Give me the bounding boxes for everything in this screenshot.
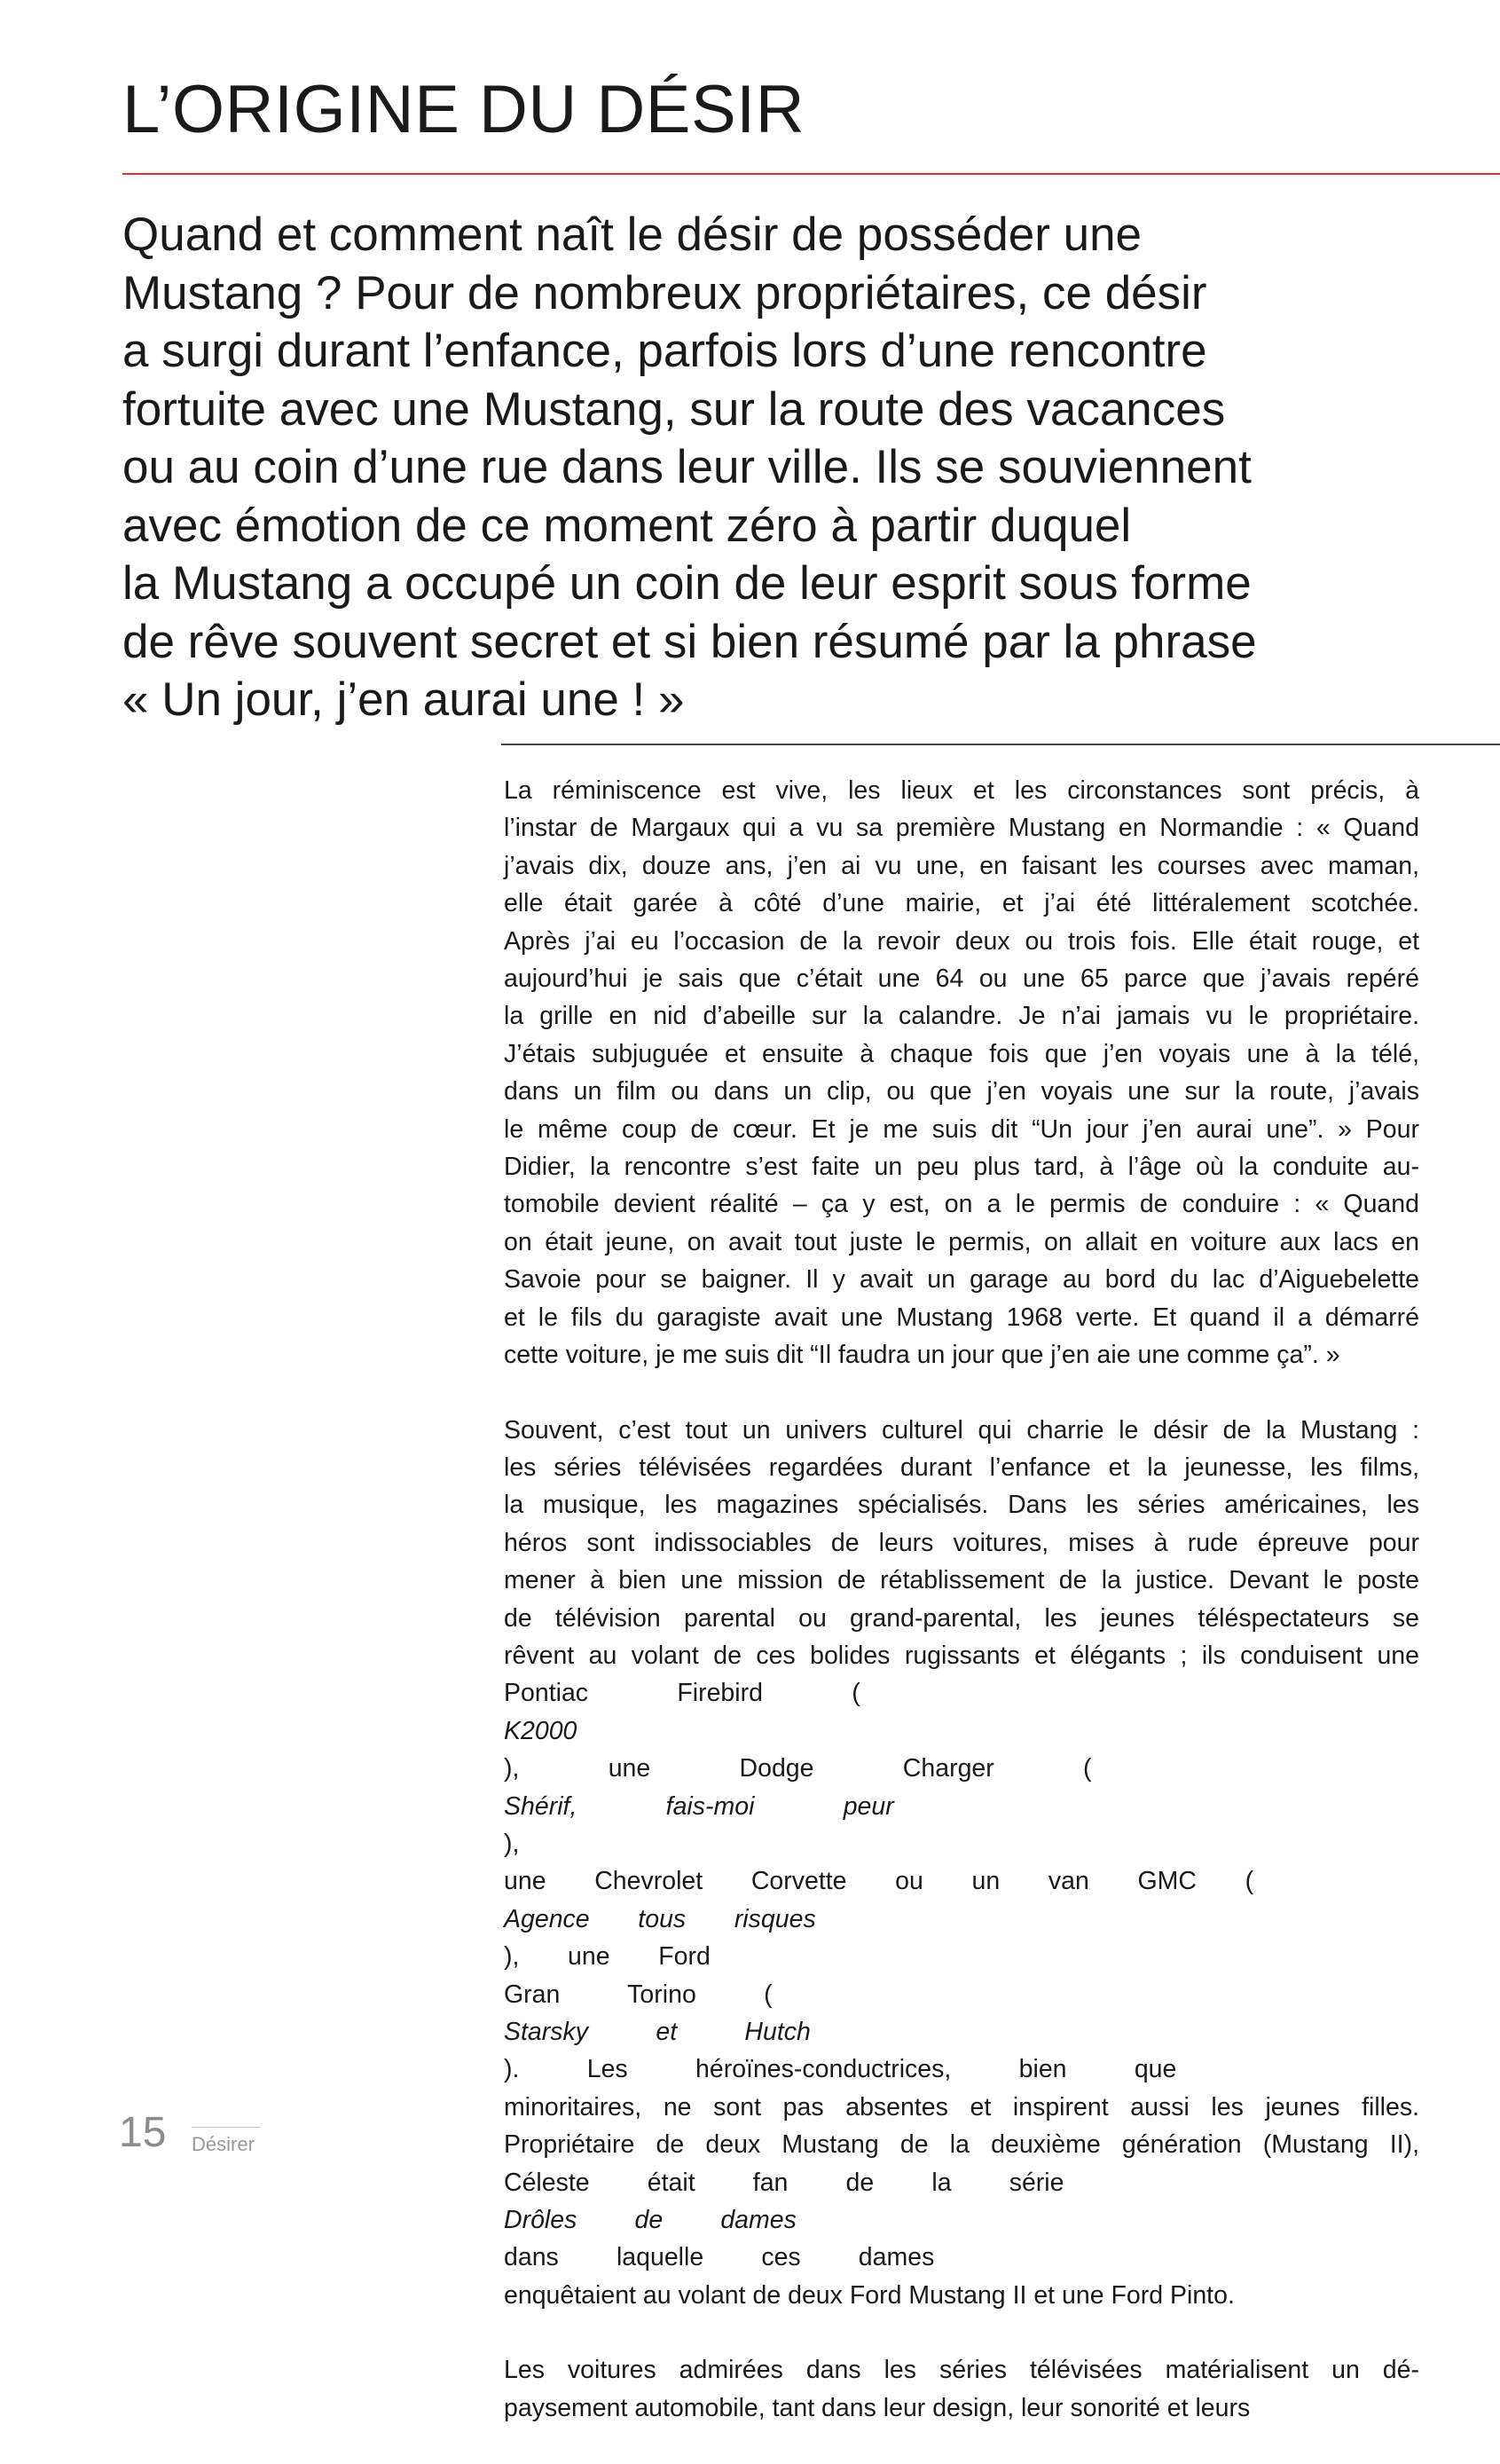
body-line: l’instar de Margaux qui a vu sa première Mustang en Normandie : « Quand xyxy=(504,814,1419,843)
lead-line: fortuite avec une Mustang, sur la route des vacances xyxy=(122,382,1226,436)
body-line: j’avais dix, douze ans, j’en ai vu une, en faisant les courses avec maman, xyxy=(504,851,1419,880)
body-paragraph-1 xyxy=(504,772,1419,1374)
body-line xyxy=(504,2164,1419,2277)
page-number: 15 xyxy=(119,2109,167,2156)
body-line: J’étais subjuguée et ensuite à chaque fois que j’en voyais une à la télé, xyxy=(504,1039,1419,1068)
page-title: L’ORIGINE DU DÉSIR xyxy=(122,72,805,147)
lead-paragraph xyxy=(122,206,1426,729)
body-line: le même coup de cœur. Et je me suis dit “Un jour j’en aurai une”. » Pour xyxy=(504,1114,1419,1144)
body-line: elle était garée à côté d’une mairie, et j’ai été littéralement scotchée. xyxy=(504,889,1419,918)
lead-line: Quand et comment naît le désir de posséder une xyxy=(122,209,1143,261)
body-line: Après j’ai eu l’occasion de la revoir deux ou trois fois. Elle était rouge, et xyxy=(504,926,1419,956)
body-line: La réminiscence est vive, les lieux et les circonstances sont précis, à xyxy=(504,776,1419,805)
lead-line: la Mustang a occupé un coin de leur esprit sous forme xyxy=(122,557,1252,610)
body-line xyxy=(504,1862,1419,1975)
body-line: paysement automobile, tant dans leur design, leur sonorité et leurs xyxy=(504,2393,1251,2422)
text-run: Céleste était fan de la série xyxy=(504,2168,1064,2197)
body-line: tomobile devient réalité – ça y est, on a le permis de conduire : « Quand xyxy=(504,1190,1419,1219)
lead-line: avec émotion de ce moment zéro à partir duquel xyxy=(122,499,1132,552)
body-line: de télévision parental ou grand-parental, les jeunes téléspectateurs se xyxy=(504,1603,1419,1633)
body-line: Les voitures admirées dans les séries télévisées matérialisent un dé- xyxy=(504,2356,1419,2385)
lead-line: « Un jour, j’en aurai une ! » xyxy=(122,673,685,726)
series-title: Agence tous risques xyxy=(504,1904,816,1933)
series-title: K2000 xyxy=(504,1716,577,1745)
body-paragraph-3 xyxy=(504,2351,1419,2427)
body-line: dans un film ou dans un clip, ou que j’en voyais une sur la route, j’avais xyxy=(504,1077,1419,1106)
body-line: héros sont indissociables de leurs voitures, mises à rude épreuve pour xyxy=(504,1528,1419,1557)
body-line: enquêtaient au volant de deux Ford Mustang II et une Ford Pinto. xyxy=(504,2280,1235,2310)
body-line: et le fils du garagiste avait une Mustang 1968 verte. Et quand il a démarré xyxy=(504,1303,1419,1332)
text-run: ), xyxy=(504,1829,520,1858)
body-line xyxy=(504,1674,1419,1862)
lead-line: Mustang ? Pour de nombreux propriétaires, ce désir xyxy=(122,266,1207,319)
body-paragraph-2 xyxy=(504,1412,1419,2315)
body-line: Savoie pour se baigner. Il y avait un garage au bord du lac d’Aiguebelette xyxy=(504,1265,1419,1295)
text-run: une Chevrolet Corvette ou un van GMC ( xyxy=(504,1867,1254,1896)
body-line: minoritaires, ne sont pas absentes et inspirent aussi les jeunes filles. xyxy=(504,2092,1419,2122)
text-run: Pontiac Firebird ( xyxy=(504,1679,860,1708)
body-line: la musique, les magazines spécialisés. Dans les séries américaines, les xyxy=(504,1491,1419,1520)
footer-divider xyxy=(192,2127,261,2128)
lead-line: ou au coin d’une rue dans leur ville. Ils se souviennent xyxy=(122,441,1252,493)
text-run: ), une Ford xyxy=(504,1942,711,1972)
text-run: Gran Torino ( xyxy=(504,1980,773,2009)
series-title: Shérif, fais-moi peur xyxy=(504,1791,894,1821)
text-run: ). Les héroïnes-conductrices, bien que xyxy=(504,2055,1177,2084)
lead-line: de rêve souvent secret et si bien résumé par la phrase xyxy=(122,615,1257,668)
body-line: Didier, la rencontre s’est faite un peu plus tard, à l’âge où la conduite au- xyxy=(504,1153,1419,1182)
body-line: la grille en nid d’abeille sur la calandre. Je n’ai jamais vu le propriétaire. xyxy=(504,1002,1419,1031)
series-title: Drôles de dames xyxy=(504,2206,797,2235)
body-column xyxy=(504,772,1419,2464)
text-run: dans laquelle ces dames xyxy=(504,2243,935,2272)
body-line: Souvent, c’est tout un univers culturel qui charrie le désir de la Mustang : xyxy=(504,1415,1419,1445)
text-run: ), une Dodge Charger ( xyxy=(504,1754,1092,1783)
series-title: Starsky et Hutch xyxy=(504,2018,811,2046)
body-line: Propriétaire de deux Mustang de la deuxième génération (Mustang II), xyxy=(504,2130,1419,2160)
body-line xyxy=(504,1976,1419,2089)
body-line: on était jeune, on avait tout juste le permis, on allait en voiture aux lacs en xyxy=(504,1227,1419,1256)
body-line: mener à bien une mission de rétablissement de la justice. Devant le poste xyxy=(504,1566,1419,1595)
title-divider xyxy=(122,173,1500,175)
lead-divider xyxy=(501,744,1500,745)
section-label: Désirer xyxy=(192,2133,255,2155)
body-line: les séries télévisées regardées durant l’enfance et la jeunesse, les films, xyxy=(504,1452,1419,1482)
body-line: aujourd’hui je sais que c’était une 64 ou une 65 parce que j’avais repéré xyxy=(504,964,1419,994)
lead-line: a surgi durant l’enfance, parfois lors d’une rencontre xyxy=(122,325,1207,377)
body-line: rêvent au volant de ces bolides rugissants et élégants ; ils conduisent une xyxy=(504,1641,1419,1670)
body-line: cette voiture, je me suis dit “Il faudra un jour que j’en aie une comme ça”. » xyxy=(504,1341,1340,1370)
